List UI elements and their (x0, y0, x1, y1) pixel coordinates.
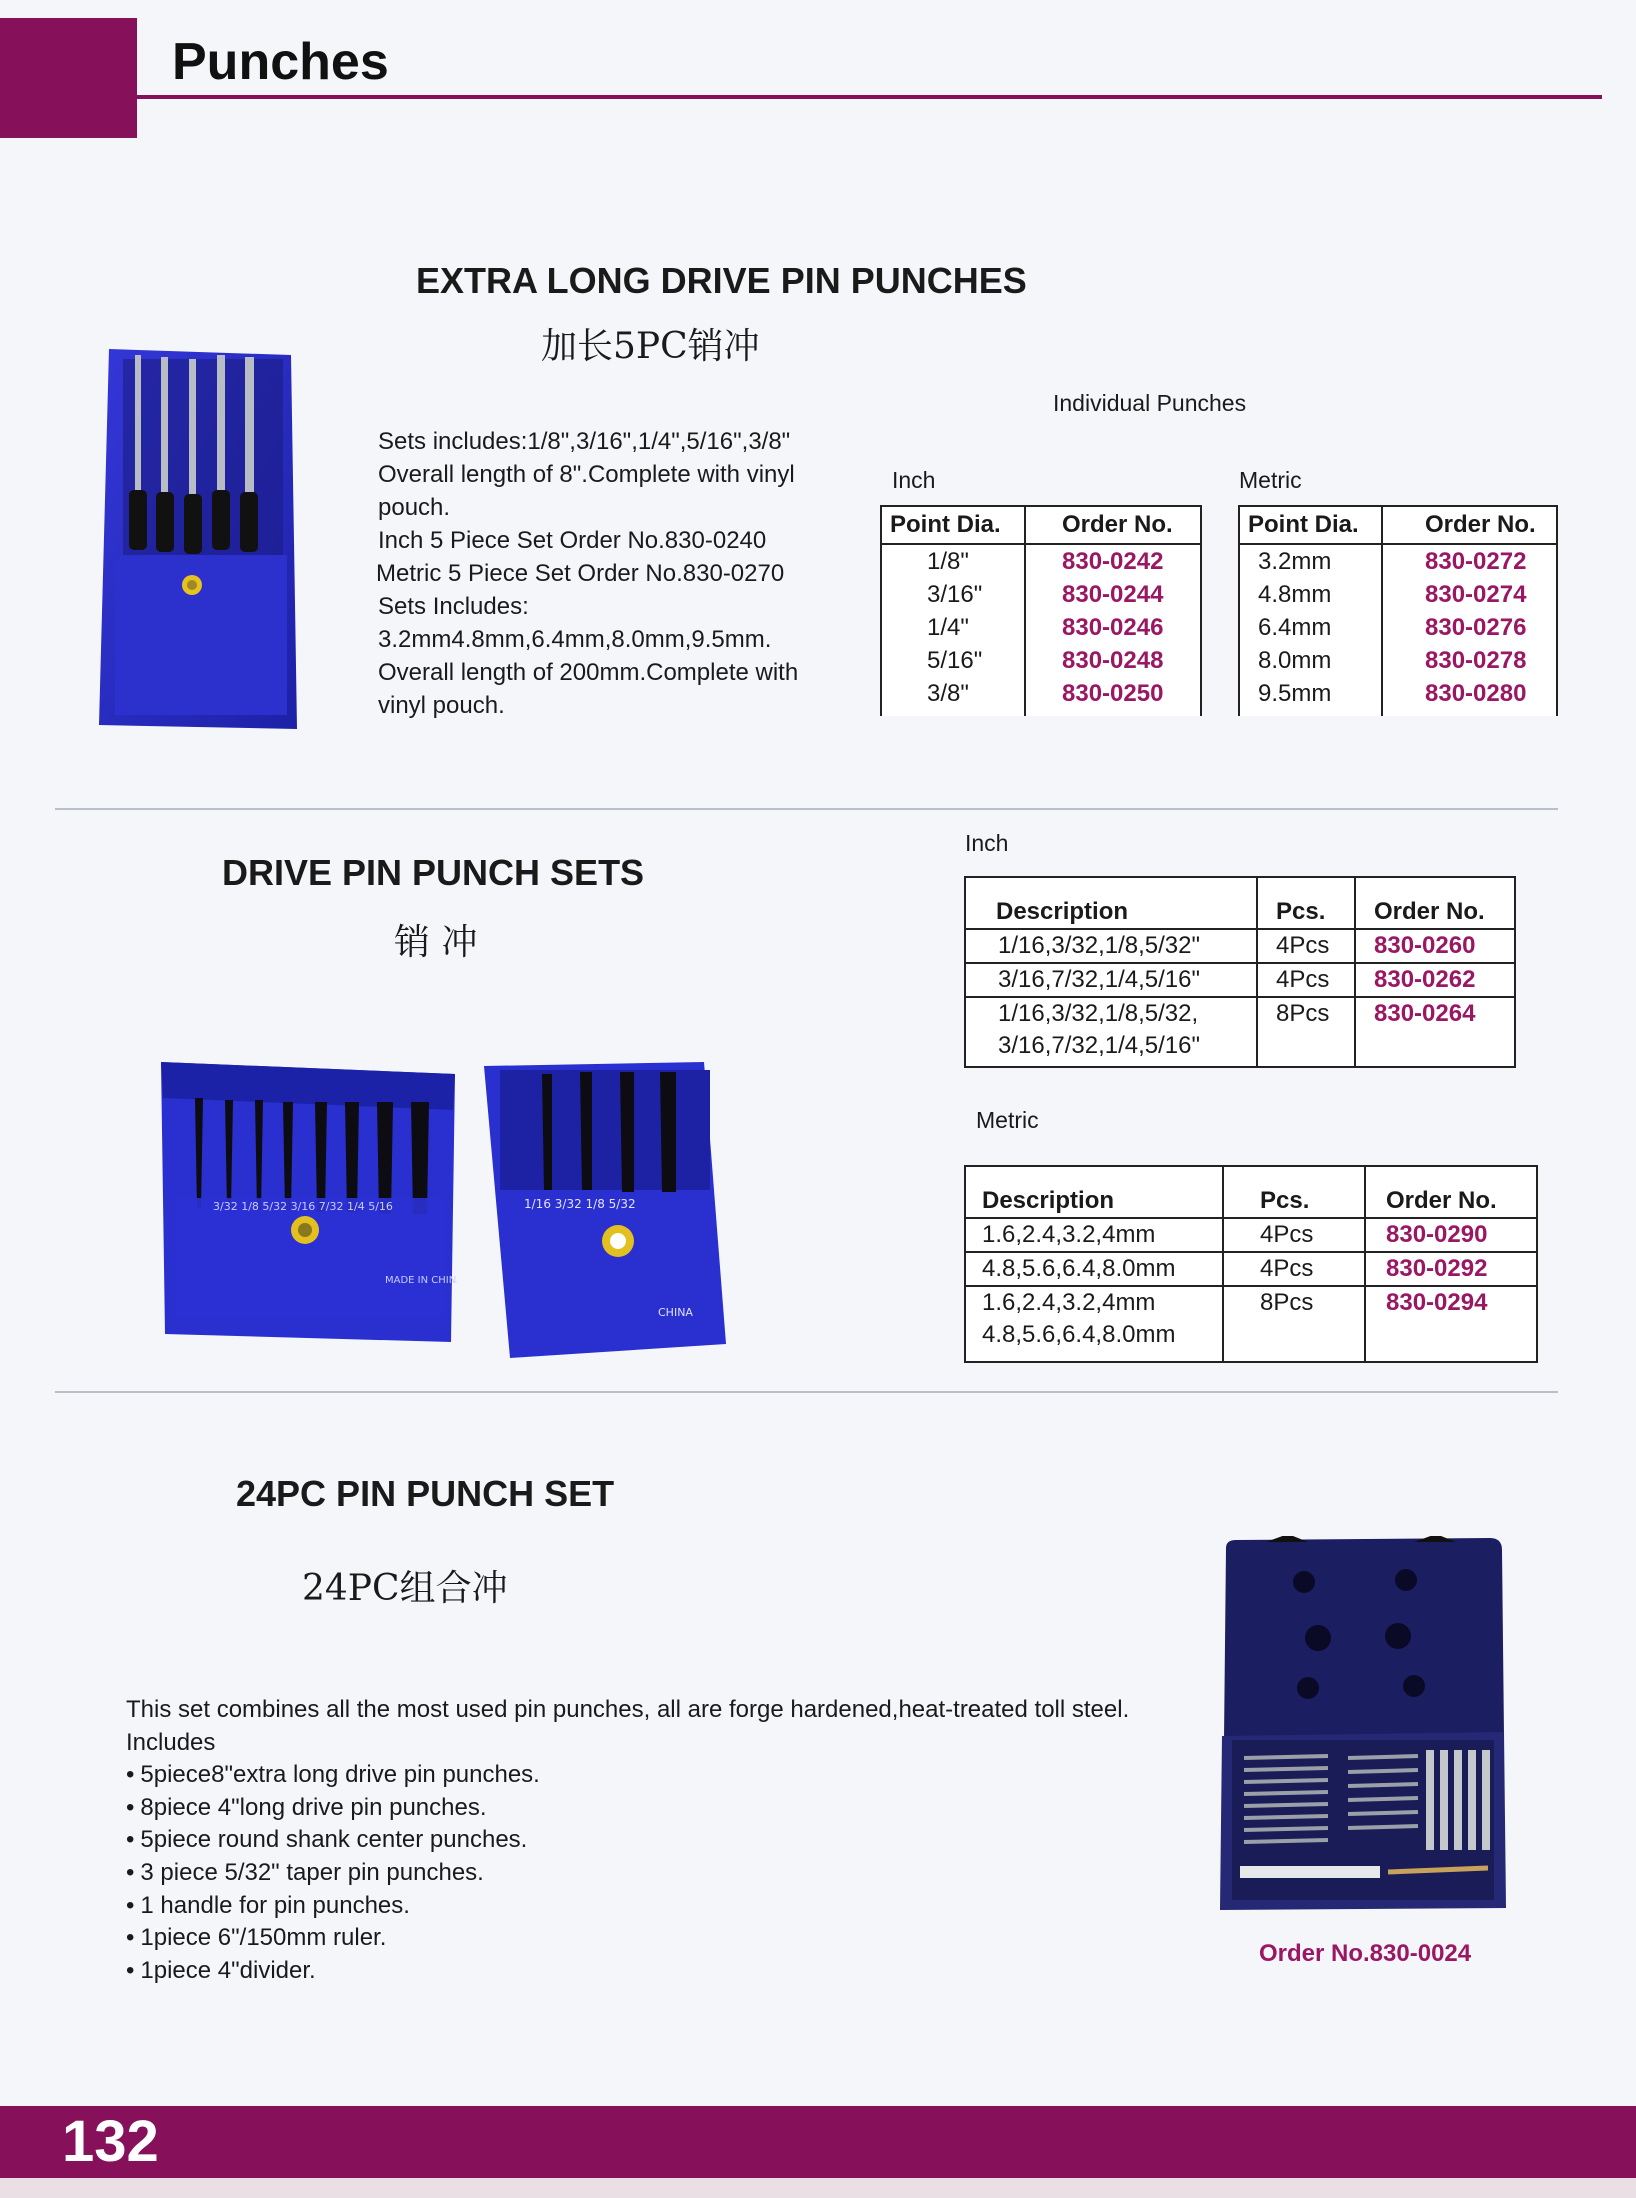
section2-title-cn: 销 冲 (394, 922, 478, 963)
desc-line: Sets includes:1/8",3/16",1/4",5/16",3/8" (378, 428, 791, 455)
includes-label: Includes (126, 1728, 216, 1756)
header-accent-block (0, 18, 137, 138)
table-cell (1223, 1319, 1365, 1362)
extra-long-punch-pouch-image (95, 345, 301, 733)
table-row (1239, 578, 1557, 611)
table-cell: 6.4mm (1239, 611, 1382, 644)
drive-punch-pouch-8pc-image (155, 1058, 457, 1344)
metric-point-table (1238, 505, 1558, 716)
table-cell: 9.5mm (1239, 677, 1382, 716)
order-number: 830-0272 (1382, 544, 1557, 578)
desc-line: vinyl pouch. (378, 692, 505, 719)
table-row (965, 1218, 1537, 1252)
table-row (965, 1286, 1537, 1319)
drive-punch-pouch-4pc-image (480, 1060, 728, 1360)
inch-point-table (880, 505, 1202, 716)
col-header: Description (965, 877, 1257, 929)
table-cell: 4Pcs (1223, 1252, 1365, 1286)
table-cell: 8Pcs (1257, 997, 1355, 1030)
table-row (881, 677, 1201, 716)
pouch-size-labels: 1/16 3/32 1/8 5/32 (524, 1197, 636, 1211)
table-cell: 8.0mm (1239, 644, 1382, 677)
table-row (1239, 544, 1557, 578)
table-row (1239, 677, 1557, 716)
table-cell: 4Pcs (1257, 963, 1355, 997)
table-cell: 4Pcs (1257, 929, 1355, 963)
header-rule (137, 95, 1602, 99)
table-row (965, 963, 1515, 997)
section1-title-cn: 加长5PC销冲 (541, 326, 760, 367)
page-title: Punches (172, 33, 389, 91)
order-number: 830-0244 (1025, 578, 1201, 611)
table-cell (1365, 1319, 1537, 1362)
table-row (965, 1252, 1537, 1286)
table-cell: 4.8mm (1239, 578, 1382, 611)
col-header: Order No. (1025, 506, 1201, 544)
col-header: Pcs. (1257, 877, 1355, 929)
section3-title-cn: 24PC组合冲 (302, 1568, 508, 1609)
section-divider (55, 808, 1558, 810)
table-cell: 1/8" (881, 544, 1025, 578)
desc-line: Inch 5 Piece Set Order No.830-0240 (378, 527, 767, 554)
table-row (881, 544, 1201, 578)
table-cell (1355, 1030, 1515, 1067)
list-item: • 8piece 4"long drive pin punches. (126, 1792, 1226, 1825)
table-cell: 4Pcs (1223, 1218, 1365, 1252)
order-number: 830-0264 (1355, 997, 1515, 1030)
order-number: 830-0260 (1355, 929, 1515, 963)
table-cell: 1/16,3/32,1/8,5/32" (965, 929, 1257, 963)
table-cell: 1.6,2.4,3.2,4mm (965, 1286, 1223, 1319)
intro-text: This set combines all the most used pin punches, all are forge hardened,heat-treated toll steel. (126, 1696, 1130, 1723)
desc-line: Sets Includes: (378, 593, 529, 620)
col-header: Order No. (1365, 1166, 1537, 1218)
col-header: Point Dia. (1239, 506, 1382, 544)
table-row (881, 611, 1201, 644)
list-item: • 1piece 6"/150mm ruler. (126, 1922, 1226, 1955)
order-number: 830-0290 (1365, 1218, 1537, 1252)
includes-list (126, 1759, 1226, 1987)
table-row (965, 1030, 1515, 1067)
pouch-made-in-mark: CHINA (658, 1306, 693, 1319)
table-cell: 4.8,5.6,6.4,8.0mm (965, 1319, 1223, 1362)
footer-strip (0, 2178, 1636, 2198)
inch-set-table (964, 876, 1516, 1068)
24pc-punch-case-image (1218, 1536, 1508, 1910)
section3-title: 24PC PIN PUNCH SET (236, 1473, 615, 1514)
list-item: • 5piece8"extra long drive pin punches. (126, 1759, 1226, 1792)
metric-set-table (964, 1165, 1538, 1363)
order-number: 830-0276 (1382, 611, 1557, 644)
desc-line: Overall length of 8".Complete with vinyl (378, 461, 795, 488)
order-number: 830-0250 (1025, 677, 1201, 716)
desc-line: 3.2mm4.8mm,6.4mm,8.0mm,9.5mm. (378, 626, 772, 653)
section3-description (126, 1694, 1226, 1987)
section1-description (378, 425, 838, 722)
metric-label: Metric (976, 1107, 1039, 1133)
list-item: • 3 piece 5/32" taper pin punches. (126, 1857, 1226, 1890)
table-cell: 8Pcs (1223, 1286, 1365, 1319)
table-cell: 1.6,2.4,3.2,4mm (965, 1218, 1223, 1252)
page-number: 132 (62, 2109, 159, 2174)
inch-label: Inch (892, 467, 936, 493)
order-number: 830-0292 (1365, 1252, 1537, 1286)
col-header: Description (965, 1166, 1223, 1218)
footer-bar (0, 2106, 1636, 2178)
table-row (965, 929, 1515, 963)
section-divider (55, 1391, 1558, 1393)
list-item: • 1 handle for pin punches. (126, 1890, 1226, 1923)
pouch-size-labels: 3/32 1/8 5/32 3/16 7/32 1/4 5/16 (213, 1200, 393, 1213)
order-number: 830-0294 (1365, 1286, 1537, 1319)
order-number: 830-0262 (1355, 963, 1515, 997)
table-cell: 3/16,7/32,1/4,5/16" (965, 963, 1257, 997)
table-cell (1257, 1030, 1355, 1067)
metric-label: Metric (1239, 467, 1302, 493)
pouch-made-in-mark: MADE IN CHINA (385, 1275, 457, 1286)
col-header: Point Dia. (881, 506, 1025, 544)
desc-line: Metric 5 Piece Set Order No.830-0270 (376, 560, 785, 587)
col-header: Pcs. (1223, 1166, 1365, 1218)
order-number: 830-0280 (1382, 677, 1557, 716)
order-number: 830-0242 (1025, 544, 1201, 578)
table-cell: 3.2mm (1239, 544, 1382, 578)
table-row (965, 997, 1515, 1030)
table-cell: 4.8,5.6,6.4,8.0mm (965, 1252, 1223, 1286)
table-cell: 1/4" (881, 611, 1025, 644)
table-cell: 5/16" (881, 644, 1025, 677)
col-header: Order No. (1382, 506, 1557, 544)
table-cell: 1/16,3/32,1/8,5/32, (965, 997, 1257, 1030)
section1-title: EXTRA LONG DRIVE PIN PUNCHES (416, 260, 1027, 301)
order-number: 830-0274 (1382, 578, 1557, 611)
order-number: 830-0246 (1025, 611, 1201, 644)
table-row (1239, 644, 1557, 677)
table-row (881, 578, 1201, 611)
section2-title: DRIVE PIN PUNCH SETS (222, 852, 645, 893)
inch-label: Inch (965, 830, 1009, 856)
table-row (965, 1319, 1537, 1362)
table-row (881, 644, 1201, 677)
desc-line: pouch. (378, 494, 451, 521)
list-item: • 5piece round shank center punches. (126, 1824, 1226, 1857)
order-number: 830-0248 (1025, 644, 1201, 677)
col-header: Order No. (1355, 877, 1515, 929)
table-cell: 3/16" (881, 578, 1025, 611)
individual-punches-label: Individual Punches (1053, 390, 1247, 416)
table-cell: 3/8" (881, 677, 1025, 716)
table-row (1239, 611, 1557, 644)
set-order-number: Order No.830-0024 (1259, 1940, 1472, 1967)
list-item: • 1piece 4"divider. (126, 1955, 1226, 1988)
desc-line: Overall length of 200mm.Complete with (378, 659, 799, 686)
table-cell: 3/16,7/32,1/4,5/16" (965, 1030, 1257, 1067)
order-number: 830-0278 (1382, 644, 1557, 677)
